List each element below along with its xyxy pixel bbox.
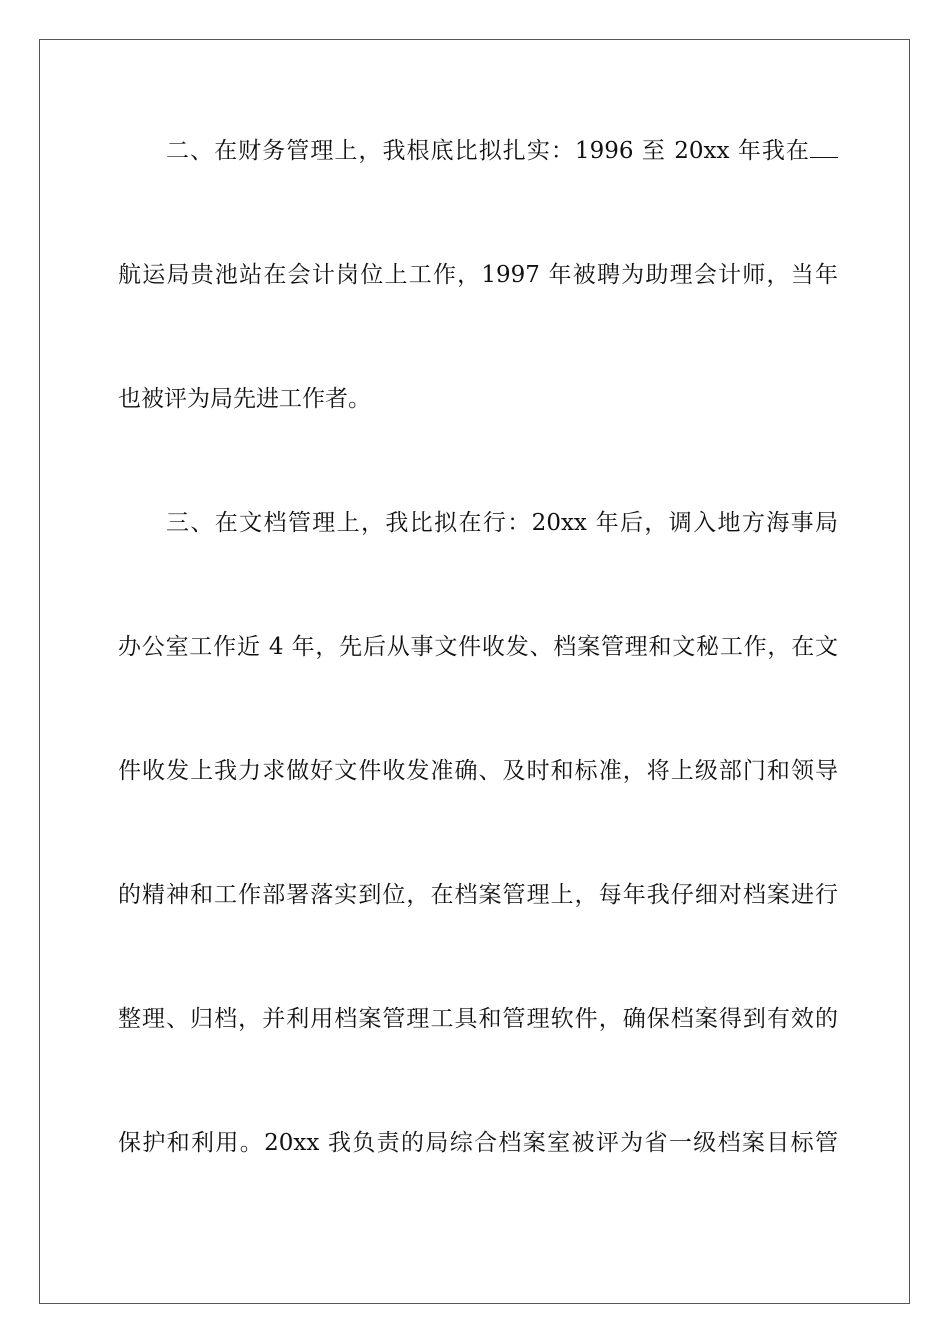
text-run: 二、在财务管理上，我根底比拟扎实：1996 至 20xx 年我在 [166, 138, 810, 164]
paragraph-3-line-6: 保护和利用。20xx 我负责的局综合档案室被评为省一级档案目标管 [118, 1130, 838, 1156]
page-border [39, 39, 910, 1304]
fill-in-blank [810, 137, 838, 158]
paragraph-3-line-2: 办公室工作近 4 年，先后从事文件收发、档案管理和文秘工作，在文 [118, 634, 838, 660]
paragraph-2-line-3: 也被评为局先进工作者。 [118, 386, 371, 412]
paragraph-3-line-3: 件收发上我力求做好文件收发准确、及时和标准，将上级部门和领导 [118, 758, 838, 784]
paragraph-2-line-1 [166, 131, 838, 171]
paragraph-3-line-5: 整理、归档，并利用档案管理工具和管理软件，确保档案得到有效的 [118, 1006, 838, 1032]
paragraph-3-line-1: 三、在文档管理上，我比拟在行：20xx 年后，调入地方海事局 [166, 510, 838, 536]
paragraph-3-line-4: 的精神和工作部署落实到位，在档案管理上，每年我仔细对档案进行 [118, 882, 838, 908]
paragraph-2-line-2: 航运局贵池站在会计岗位上工作，1997 年被聘为助理会计师，当年 [118, 262, 838, 288]
